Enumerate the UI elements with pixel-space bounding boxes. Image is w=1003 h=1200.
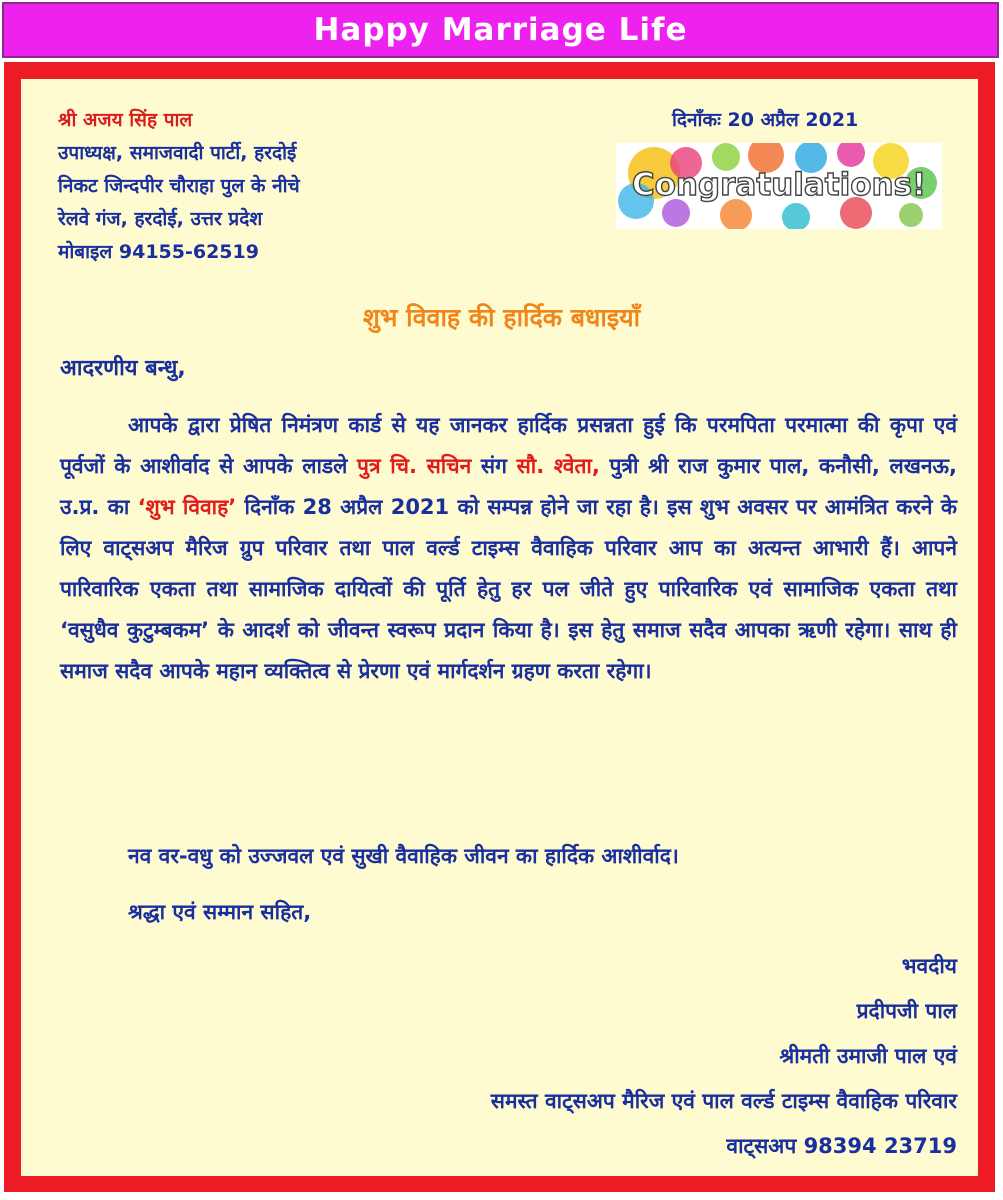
letter-body: [60, 405, 957, 692]
body-text-2: संग: [471, 454, 517, 478]
regards-line: श्रद्धा एवं सम्मान सहित,: [128, 900, 312, 924]
signoff-line5: वाट्सअप 98394 23719: [726, 1134, 957, 1158]
salutation: आदरणीय बन्धु,: [60, 356, 186, 381]
sender-name: श्री अजय सिंह पाल: [58, 109, 193, 131]
sender-mobile: मोबाइल 94155-62519: [58, 241, 259, 263]
event-name: ‘शुभ विवाह’: [137, 495, 237, 519]
bride-name: सौ. श्वेता,: [516, 454, 600, 478]
signoff-block: [491, 944, 957, 1169]
letter-heading: शुभ विवाह की हार्दिक बधाइयाँ: [362, 303, 641, 332]
letter-date: दिनाँकः 20 अप्रैल 2021: [672, 109, 859, 131]
sender-designation: उपाध्यक्ष, समाजवादी पार्टी, हरदोई: [58, 142, 297, 164]
blessing-line: नव वर-वधु को उज्जवल एवं सुखी वैवाहिक जीवन का हार्दिक आशीर्वाद।: [128, 844, 679, 868]
congratulations-image: [616, 143, 942, 229]
signoff-line3: श्रीमती उमाजी पाल एवं: [779, 1044, 957, 1068]
body-text-4: दिनाँक 28 अप्रैल 2021 को सम्पन्न होने जा रहा है। इस शुभ अवसर पर आमंत्रित करने के लिए वाट्सअप मैरिज ग्रुप परिवार तथा पाल वर्ल्ड टाइम्स वैवाहिक परिवार आप का अत्यन्त आभारी हैं। आपने पारिवारिक एकता तथा सामाजिक दायित्वों की पूर्ति हेतु हर पल जीते हुए पारिवारिक एवं सामाजिक एकता तथा ‘वसुधैव कुटुम्बकम’ के आदर्श को जीवन्त स्वरूप प्रदान किया है। इस हेतु समाज सदैव आपका ऋणी रहेगा। साथ ही समाज सदैव आपके महान व्यक्तित्व से प्रेरणा एवं मार्गदर्शन ग्रहण करता रहेगा।: [60, 495, 957, 683]
groom-name: पुत्र चि. सचिन: [357, 454, 472, 478]
signoff-line1: भवदीय: [901, 954, 957, 978]
body-text-3: पुत्री श्री राज कुमार पाल, कनौसी, लखनऊ, उ.प्र. का: [60, 454, 957, 519]
sender-address-line2: रेलवे गंज, हरदोई, उत्तर प्रदेश: [58, 208, 263, 230]
signoff-line2: प्रदीपजी पाल: [856, 999, 957, 1023]
sender-block: [58, 104, 300, 269]
title-banner: [2, 2, 999, 58]
congratulations-text: Congratulations!: [631, 167, 927, 203]
signoff-line4: समस्त वाट्सअप मैरिज एवं पाल वर्ल्ड टाइम्स वैवाहिक परिवार: [490, 1089, 957, 1113]
banner-title: Happy Marriage Life: [313, 12, 688, 48]
sender-address-line1: निकट जिन्दपीर चौराहा पुल के नीचे: [58, 175, 300, 197]
body-text-1: आपके द्वारा प्रेषित निमंत्रण कार्ड से यह जानकर हार्दिक प्रसन्नता हुई कि परमपिता परमात्मा की कृपा एवं पूर्वजों के आशीर्वाद से आपके लाडले: [60, 413, 957, 478]
